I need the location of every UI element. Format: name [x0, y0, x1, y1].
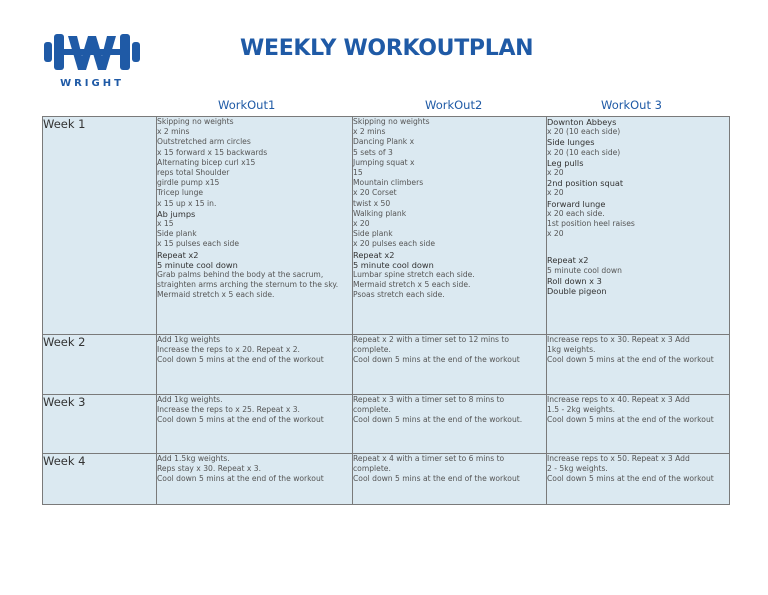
brand-logo — [44, 28, 140, 92]
exercise-line: x 20 pulses each side — [353, 239, 436, 249]
exercise-line: x 20 — [547, 188, 564, 198]
table-row-week3 — [43, 395, 730, 454]
exercise-line: Ab jumps — [157, 208, 196, 219]
exercise-line: x 15 forward x 15 backwards — [157, 147, 268, 157]
exercise-line: x 15 pulses each side — [157, 239, 240, 249]
exercise-line: Side plank — [157, 229, 197, 239]
week4-workout3-cell — [547, 454, 730, 505]
exercise-line: x 2 mins — [157, 127, 190, 137]
exercise-line: Repeat x2 — [157, 249, 199, 260]
exercise-line: Grab palms behind the body at the sacrum, — [157, 270, 324, 280]
week1-workout1-cell — [157, 117, 353, 335]
exercise-line: x 15 — [157, 219, 174, 229]
exercise-line: Repeat x2 — [353, 249, 395, 260]
exercise-line: complete. — [353, 405, 391, 415]
exercise-line: Mountain climbers — [353, 178, 424, 188]
week3-workout2-cell — [353, 395, 547, 454]
table-row-week4 — [43, 454, 730, 505]
exercise-line: 1.5 - 2kg weights. — [547, 405, 616, 415]
column-header-workout2: WorkOut2 — [425, 98, 483, 112]
week2-workout1-cell — [157, 335, 353, 395]
exercise-line: Forward lunge — [547, 198, 606, 209]
dumbbell-w-icon — [44, 28, 140, 76]
exercise-line: Psoas stretch each side. — [353, 290, 445, 300]
exercise-line: x 20 — [547, 168, 564, 178]
week-label: Week 2 — [43, 335, 157, 395]
exercise-line: x 20 each side. — [547, 208, 605, 218]
exercise-line: x 20 — [353, 219, 370, 229]
exercise-line: Cool down 5 mins at the end of the workout — [547, 355, 714, 365]
exercise-line: Roll down x 3 — [547, 275, 602, 286]
exercise-line: x 20 (10 each side) — [547, 147, 621, 157]
exercise-line: Increase reps to x 30. Repeat x 3 Add — [547, 335, 690, 344]
exercise-line: 1kg weights. — [547, 345, 596, 355]
exercise-line: Alternating bicep curl x15 — [157, 157, 256, 167]
exercise-line: Repeat x 4 with a timer set to 6 mins to — [353, 454, 505, 463]
exercise-line: x 20 (10 each side) — [547, 127, 621, 137]
exercise-line: Tricep lunge — [157, 188, 204, 198]
exercise-line: 2nd position squat — [547, 178, 624, 189]
exercise-line: Cool down 5 mins at the end of the workout — [547, 474, 714, 484]
exercise-line: Lumbar spine stretch each side. — [353, 270, 475, 280]
exercise-line: 5 sets of 3 — [353, 147, 393, 157]
table-row-week2 — [43, 335, 730, 395]
exercise-line: Cool down 5 mins at the end of the workout — [157, 474, 324, 484]
exercise-line: x 2 mins — [353, 127, 386, 137]
exercise-line: x 20 Corset — [353, 188, 397, 198]
brand-name: WRIGHT — [60, 78, 124, 89]
exercise-line: twist x 50 — [353, 198, 391, 208]
exercise-line: Add 1kg weights. — [157, 395, 223, 404]
exercise-line: Mermaid stretch x 5 each side. — [353, 280, 471, 290]
table-row-week1 — [43, 117, 730, 335]
exercise-line: 15 — [353, 168, 363, 178]
workout-plan-table — [42, 116, 730, 505]
week1-workout3-cell — [547, 117, 730, 335]
exercise-line: Cool down 5 mins at the end of the workout — [157, 355, 324, 365]
exercise-line: Repeat x 2 with a timer set to 12 mins to — [353, 335, 510, 344]
exercise-line: Walking plank — [353, 208, 407, 218]
exercise-line: 1st position heel raises — [547, 219, 635, 229]
exercise-line: Double pigeon — [547, 286, 607, 297]
exercise-line: 5 minute cool down — [353, 259, 434, 270]
exercise-line: Increase the reps to x 25. Repeat x 3. — [157, 405, 300, 415]
exercise-line: reps total Shoulder — [157, 168, 230, 178]
exercise-line: x 20 — [547, 229, 564, 239]
exercise-line: 5 minute cool down — [157, 259, 238, 270]
exercise-line: straighten arms arching the sternum to the sky. — [157, 280, 339, 290]
column-header-workout3: WorkOut 3 — [601, 98, 662, 112]
exercise-line: girdle pump x15 — [157, 178, 220, 188]
exercise-line: Reps stay x 30. Repeat x 3. — [157, 464, 261, 474]
week2-workout3-cell — [547, 335, 730, 395]
exercise-line: complete. — [353, 345, 391, 355]
week4-workout1-cell — [157, 454, 353, 505]
exercise-line: Increase reps to x 40. Repeat x 3 Add — [547, 395, 690, 404]
exercise-line: Cool down 5 mins at the end of the workout — [547, 415, 714, 425]
exercise-line: Cool down 5 mins at the end of the workout — [353, 355, 520, 365]
column-header-workout1: WorkOut1 — [218, 98, 276, 112]
exercise-line: Cool down 5 mins at the end of the workout. — [353, 415, 523, 425]
exercise-line: Mermaid stretch x 5 each side. — [157, 290, 275, 300]
exercise-line: Side lunges — [547, 137, 595, 148]
week4-workout2-cell — [353, 454, 547, 505]
week-label: Week 1 — [43, 117, 157, 335]
exercise-line: 2 - 5kg weights. — [547, 464, 608, 474]
exercise-line: Repeat x2 — [547, 255, 589, 266]
exercise-line: Cool down 5 mins at the end of the workout — [353, 474, 520, 484]
exercise-line: Add 1kg weights — [157, 335, 221, 344]
exercise-line: Outstretched arm circles — [157, 137, 251, 147]
exercise-line: Add 1.5kg weights. — [157, 454, 230, 463]
page-title: WEEKLY WORKOUTPLAN — [240, 36, 534, 61]
week3-workout1-cell — [157, 395, 353, 454]
week-label: Week 3 — [43, 395, 157, 454]
exercise-line: Leg pulls — [547, 157, 584, 168]
week2-workout2-cell — [353, 335, 547, 395]
exercise-line: Increase the reps to x 20. Repeat x 2. — [157, 345, 300, 355]
exercise-line: Side plank — [353, 229, 393, 239]
week1-workout2-cell — [353, 117, 547, 335]
exercise-line: Downton Abbeys — [547, 117, 617, 127]
exercise-line: complete. — [353, 464, 391, 474]
exercise-line: Cool down 5 mins at the end of the workout — [157, 415, 324, 425]
exercise-line: x 15 up x 15 in. — [157, 198, 217, 208]
exercise-line: Skipping no weights — [157, 117, 234, 126]
exercise-line: 5 minute cool down — [547, 265, 622, 275]
exercise-line: Skipping no weights — [353, 117, 430, 126]
week-label: Week 4 — [43, 454, 157, 505]
exercise-line: Jumping squat x — [353, 157, 415, 167]
exercise-line: Repeat x 3 with a timer set to 8 mins to — [353, 395, 505, 404]
week3-workout3-cell — [547, 395, 730, 454]
exercise-line: Increase reps to x 50. Repeat x 3 Add — [547, 454, 690, 463]
exercise-line: Dancing Plank x — [353, 137, 415, 147]
